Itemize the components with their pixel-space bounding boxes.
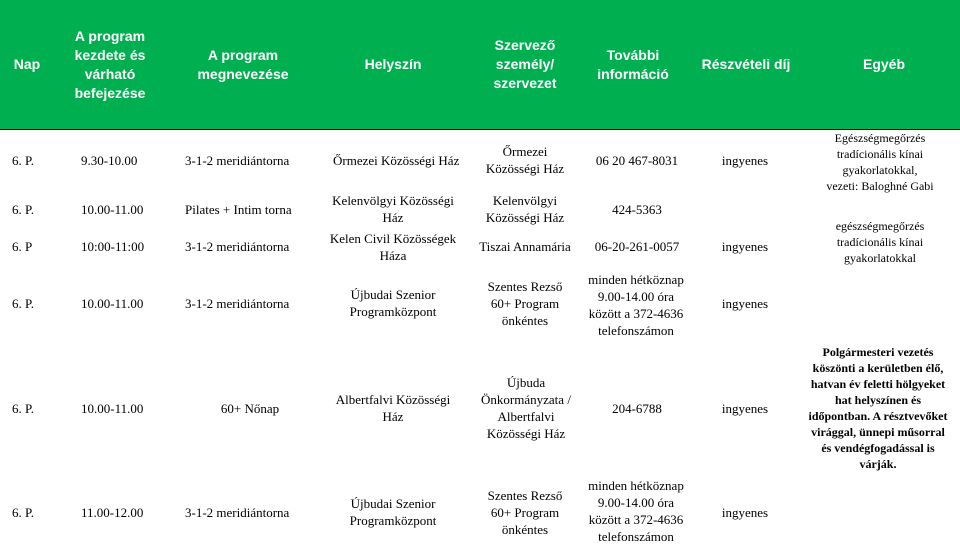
row1-nap: 6. P. — [12, 152, 35, 168]
row1-dij: ingyenes — [721, 152, 769, 168]
row2-info: 424-5363 — [612, 201, 662, 217]
row3-dij: ingyenes — [721, 238, 769, 254]
header-szervezo: Szervező személy/ szervezet — [493, 37, 557, 91]
header-dij: Részvételi díj — [701, 56, 791, 72]
row5-helyszin: Albertfalvi Közösségi Ház — [335, 392, 451, 424]
row2-program: Pilates + Intim torna — [185, 201, 292, 217]
egyeb-note-3: Polgármesteri vezetés köszönti a kerületben élő, hatvan év feletti hölgyeket hat helyszínen és időpontban. A résztvevőket virággal, ünnepi műsorral és vendégfogadással is várják. — [808, 345, 948, 471]
row5-nap: 6. P. — [12, 400, 35, 416]
row4-helyszin: Újbudai Szenior Programközpont — [349, 287, 437, 319]
row1-info: 06 20 467-8031 — [595, 152, 679, 168]
egyeb-note-1: Egészségmegőrzés tradícionális kínai gyakorlatokkal, vezeti: Baloghné Gabi — [826, 131, 934, 193]
row1-program: 3-1-2 meridiántorna — [185, 152, 290, 168]
row4-ido: 10.00-11.00 — [81, 295, 144, 311]
row2-szervezo: Kelenvölgyi Közösségi Ház — [485, 193, 565, 225]
egyeb-note-2: egészségmegőrzés tradícionális kínai gyakorlatokkal — [835, 219, 925, 265]
row3-helyszin: Kelen Civil Közösségek Háza — [329, 231, 457, 263]
row5-dij: ingyenes — [721, 400, 769, 416]
header-kezdet: A program kezdete és várható befejezése — [74, 27, 146, 101]
header-egyeb: Egyéb — [862, 56, 905, 72]
row6-program: 3-1-2 meridiántorna — [185, 504, 290, 520]
row3-ido: 10:00-11:00 — [81, 238, 145, 254]
row5-program: 60+ Nőnap — [220, 400, 280, 416]
row1-helyszin: Őrmezei Közösségi Ház — [333, 152, 460, 168]
row5-info: 204-6788 — [612, 400, 662, 416]
row3-nap: 6. P — [12, 238, 33, 254]
row5-szervezo: Újbuda Önkormányzata / Albertfalvi Közösségi Ház — [481, 375, 571, 441]
row4-program: 3-1-2 meridiántorna — [185, 295, 290, 311]
header-helyszin: Helyszín — [364, 56, 422, 72]
header-nap: Nap — [13, 56, 41, 72]
row4-dij: ingyenes — [721, 295, 769, 311]
row4-nap: 6. P. — [12, 295, 35, 311]
row4-info: minden hétköznap 9.00-14.00 óra között a 372-4636 telefonszámon — [588, 272, 684, 338]
row3-szervezo: Tiszai Annamária — [479, 238, 571, 254]
row2-nap: 6. P. — [12, 201, 35, 217]
row5-ido: 10.00-11.00 — [81, 400, 144, 416]
table-header — [0, 0, 960, 130]
row2-ido: 10.00-11.00 — [81, 201, 144, 217]
row6-info: minden hétköznap 9.00-14.00 óra között a 372-4636 telefonszámon — [588, 478, 684, 544]
row6-dij: ingyenes — [721, 504, 769, 520]
row1-ido: 9.30-10.00 — [81, 152, 138, 168]
row6-helyszin: Újbudai Szenior Programközpont — [349, 496, 437, 528]
row4-szervezo: Szentes Rezső 60+ Program önkéntes — [487, 278, 563, 328]
header-tovabbi: További információ — [597, 46, 669, 82]
row3-info: 06-20-261-0057 — [594, 238, 680, 254]
header-megnevezes: A program megnevezése — [197, 46, 289, 82]
row6-szervezo: Szentes Rezső 60+ Program önkéntes — [487, 487, 563, 537]
row3-program: 3-1-2 meridiántorna — [185, 238, 290, 254]
row2-helyszin: Kelenvölgyi Közösségi Ház — [332, 193, 454, 225]
row6-ido: 11.00-12.00 — [81, 504, 144, 520]
row1-szervezo: Őrmezei Közösségi Ház — [485, 144, 565, 176]
row6-nap: 6. P. — [12, 504, 35, 520]
